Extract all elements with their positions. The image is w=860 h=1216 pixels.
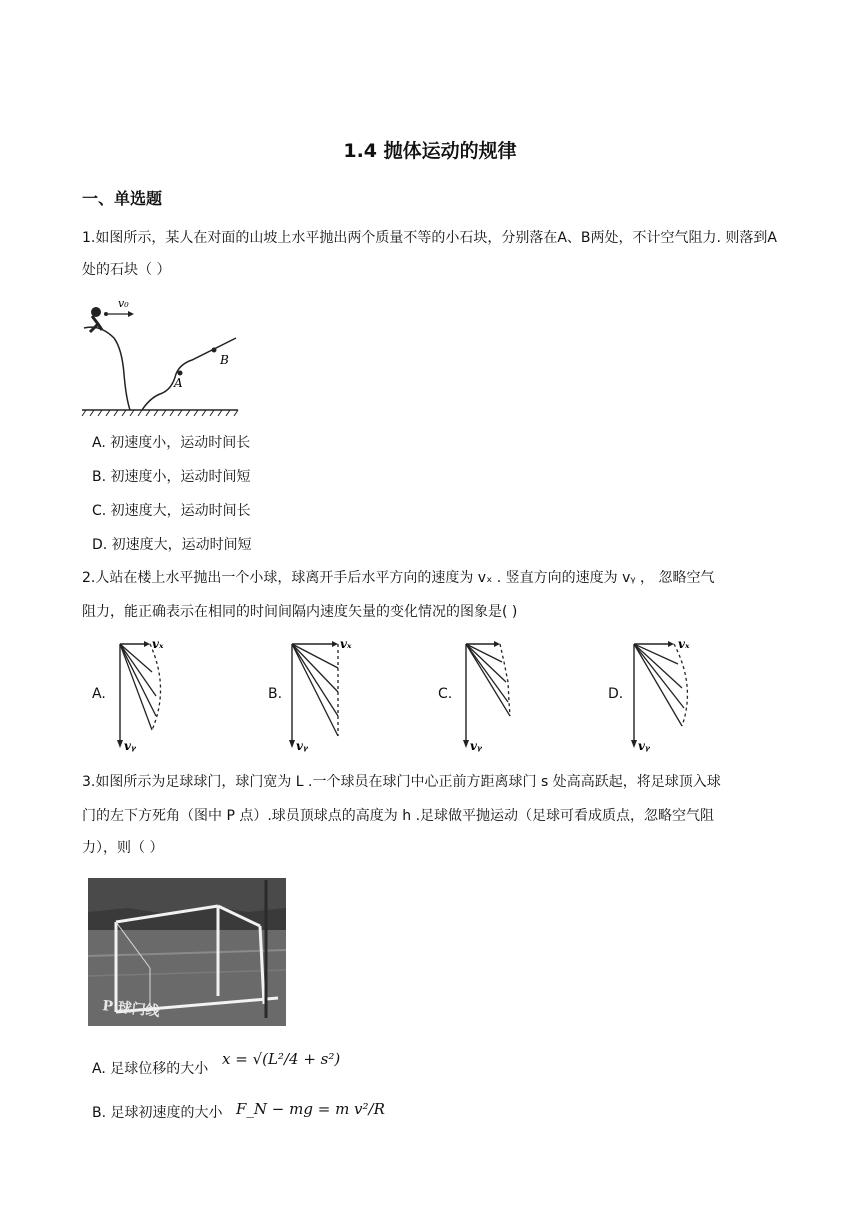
- q2-option-b[interactable]: B.: [268, 686, 283, 702]
- q1-option-c[interactable]: C. 初速度大，运动时间长: [92, 503, 251, 519]
- vy-label-a: vᵧ: [124, 739, 136, 753]
- section-heading: 一、单选题: [82, 189, 163, 208]
- vy-label-c: vᵧ: [470, 739, 482, 753]
- q2-figure-b: [284, 632, 364, 754]
- q2-figure-d: [626, 632, 706, 754]
- q2-figure-c: [458, 632, 538, 754]
- question-1-text: 1.如图所示，某人在对面的山坡上水平抛出两个质量不等的小石块，分别落在A、B两处，不计空气阻力. 则落到A处的石块（ ）: [82, 230, 778, 278]
- vx-label-b: vₓ: [340, 637, 352, 651]
- vx-label-a: vₓ: [152, 637, 164, 651]
- point-a-label: A: [174, 376, 183, 390]
- q3-formula-a: x = √(L²/4 + s²): [222, 1050, 341, 1068]
- q1-option-d[interactable]: D. 初速度大，运动时间短: [92, 537, 252, 553]
- q3-option-a[interactable]: A. 足球位移的大小: [92, 1061, 209, 1077]
- q2-figure-a: [112, 632, 192, 754]
- vy-label-b: vᵧ: [296, 739, 308, 753]
- page-title: 1.4 抛体运动的规律: [343, 140, 517, 162]
- q1-figure: [80, 294, 240, 419]
- question-3-line-3: 力），则（ ）: [82, 840, 164, 856]
- q1-option-b[interactable]: B. 初速度小，运动时间短: [92, 469, 251, 485]
- person-icon: [91, 307, 101, 317]
- q3-option-b[interactable]: B. 足球初速度的大小: [92, 1105, 223, 1121]
- question-3-line-1: 3.如图所示为足球球门，球门宽为 L .一个球员在球门中心正前方距离球门 s 处高高跃起，将足球顶入球: [82, 774, 721, 790]
- vy-label-d: vᵧ: [638, 739, 650, 753]
- point-b-label: B: [220, 353, 229, 367]
- q2-option-a[interactable]: A.: [92, 686, 106, 702]
- v0-label: v₀: [118, 297, 129, 310]
- question-2-line-1: 2.人站在楼上水平抛出一个小球，球离开手后水平方向的速度为 vₓ . 竖直方向的速度为 vᵧ ， 忽略空气: [82, 570, 715, 586]
- q2-option-d[interactable]: D.: [608, 686, 624, 702]
- q3-formula-b: F_N − mg = m v²/R: [236, 1100, 385, 1118]
- question-3-line-2: 门的左下方死角（图中 P 点）.球员顶球点的高度为 h .足球做平抛运动（足球可看成质点，忽略空气阻: [82, 808, 715, 824]
- question-2-line-2: 阻力，能正确表示在相同的时间间隔内速度矢量的变化情况的图象是( ): [82, 604, 518, 620]
- goal-line-label: P 球门线: [101, 998, 161, 1020]
- q2-option-c[interactable]: C.: [438, 686, 453, 702]
- vx-label-d: vₓ: [678, 637, 690, 651]
- goal-photo: [88, 878, 286, 1026]
- q1-option-a[interactable]: A. 初速度小，运动时间长: [92, 435, 251, 451]
